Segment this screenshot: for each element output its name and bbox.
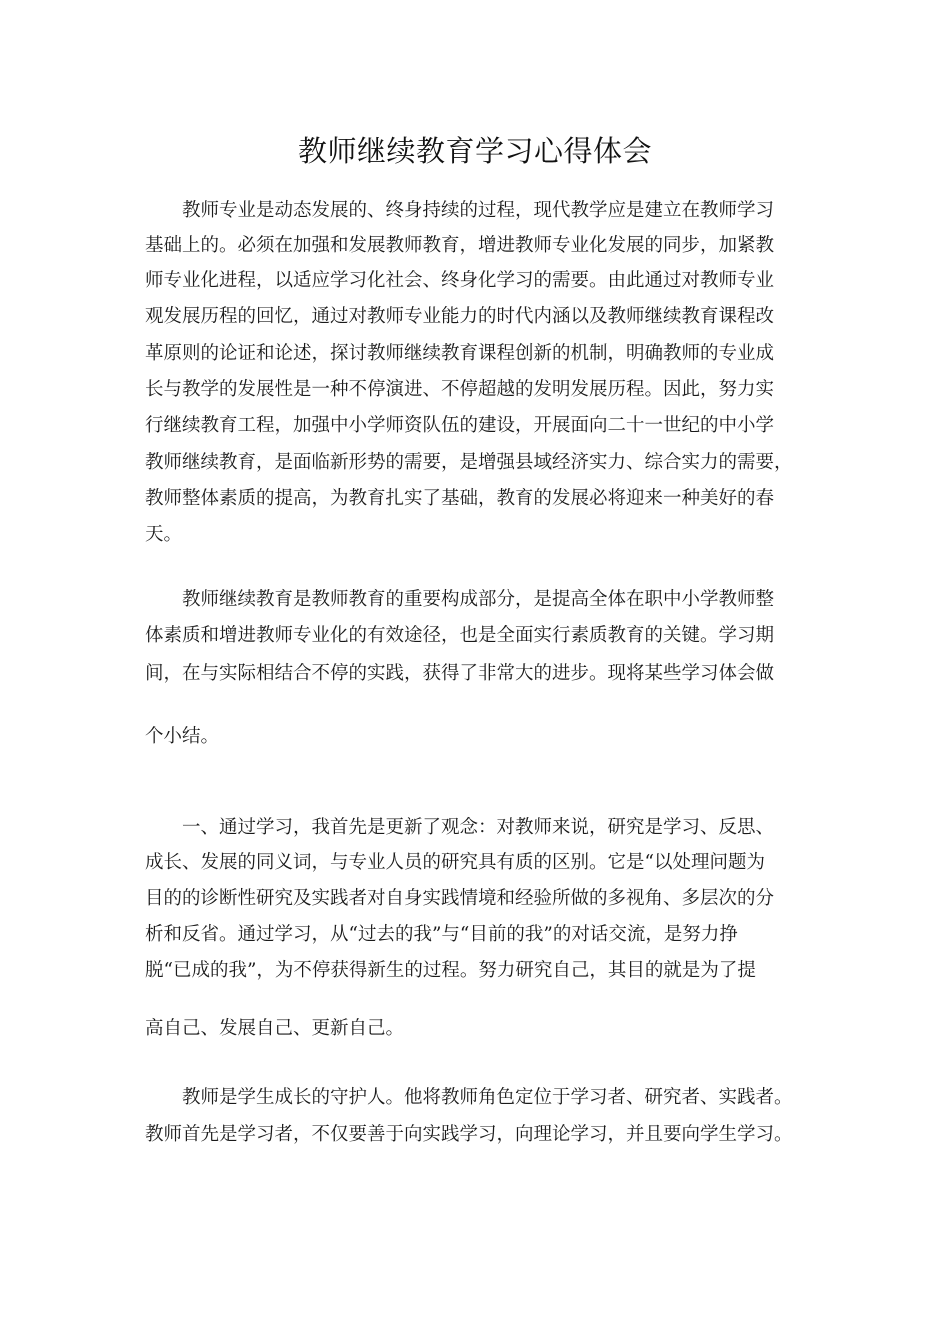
paragraph-line: 间，在与实际相结合不停的实践，获得了非常大的进步。现将某些学习体会做 xyxy=(145,663,775,684)
paragraph-line: 天。 xyxy=(145,524,183,545)
paragraph-line: 析和反省。通过学习，从“过去的我”与“目前的我”的对话交流，是努力挣 xyxy=(145,924,738,945)
paragraph-line: 革原则的论证和论述，探讨教师继续教育课程创新的机制，明确教师的专业成 xyxy=(145,343,775,364)
paragraph-line: 成长、发展的同义词，与专业人员的研究具有质的区别。它是“以处理问题为 xyxy=(145,852,765,873)
document-title: 教师继续教育学习心得体会 xyxy=(297,134,652,168)
paragraph-line: 体素质和增进教师专业化的有效途径，也是全面实行素质教育的关键。学习期 xyxy=(145,625,775,646)
paragraph-line: 教师首先是学习者，不仅要善于向实践学习，向理论学习，并且要向学生学习。 xyxy=(145,1124,793,1145)
paragraph-line: 教师继续教育是教师教育的重要构成部分，是提高全体在职中小学教师整 xyxy=(182,589,775,610)
paragraph-line: 个小结。 xyxy=(145,726,220,747)
paragraph-line: 师专业化进程，以适应学习化社会、终身化学习的需要。由此通过对教师专业 xyxy=(145,270,775,291)
paragraph-line: 观发展历程的回忆，通过对教师专业能力的时代内涵以及教师继续教育课程改 xyxy=(145,306,775,327)
paragraph-line: 基础上的。必须在加强和发展教师教育，增进教师专业化发展的同步，加紧教 xyxy=(145,235,775,256)
paragraph-line: 教师专业是动态发展的、终身持续的过程，现代教学应是建立在教师学习 xyxy=(182,200,775,221)
paragraph-line: 目的的诊断性研究及实践者对自身实践情境和经验所做的多视角、多层次的分 xyxy=(145,888,775,909)
paragraph-line: 脱“已成的我”，为不停获得新生的过程。努力研究自己，其目的就是为了提 xyxy=(145,960,756,981)
paragraph-line: 长与教学的发展性是一种不停演进、不停超越的发明发展历程。因此，努力实 xyxy=(145,379,775,400)
paragraph-line: 行继续教育工程，加强中小学师资队伍的建设，开展面向二十一世纪的中小学 xyxy=(145,415,775,436)
paragraph-line: 教师整体素质的提高，为教育扎实了基础，教育的发展必将迎来一种美好的春 xyxy=(145,488,775,509)
paragraph-line: 教师继续教育，是面临新形势的需要，是增强县域经济实力、综合实力的需要， xyxy=(145,452,793,473)
paragraph-line: 一、通过学习，我首先是更新了观念：对教师来说，研究是学习、反思、 xyxy=(182,817,775,838)
paragraph-line: 高自己、发展自己、更新自己。 xyxy=(145,1018,405,1039)
paragraph-line: 教师是学生成长的守护人。他将教师角色定位于学习者、研究者、实践者。 xyxy=(182,1087,793,1108)
